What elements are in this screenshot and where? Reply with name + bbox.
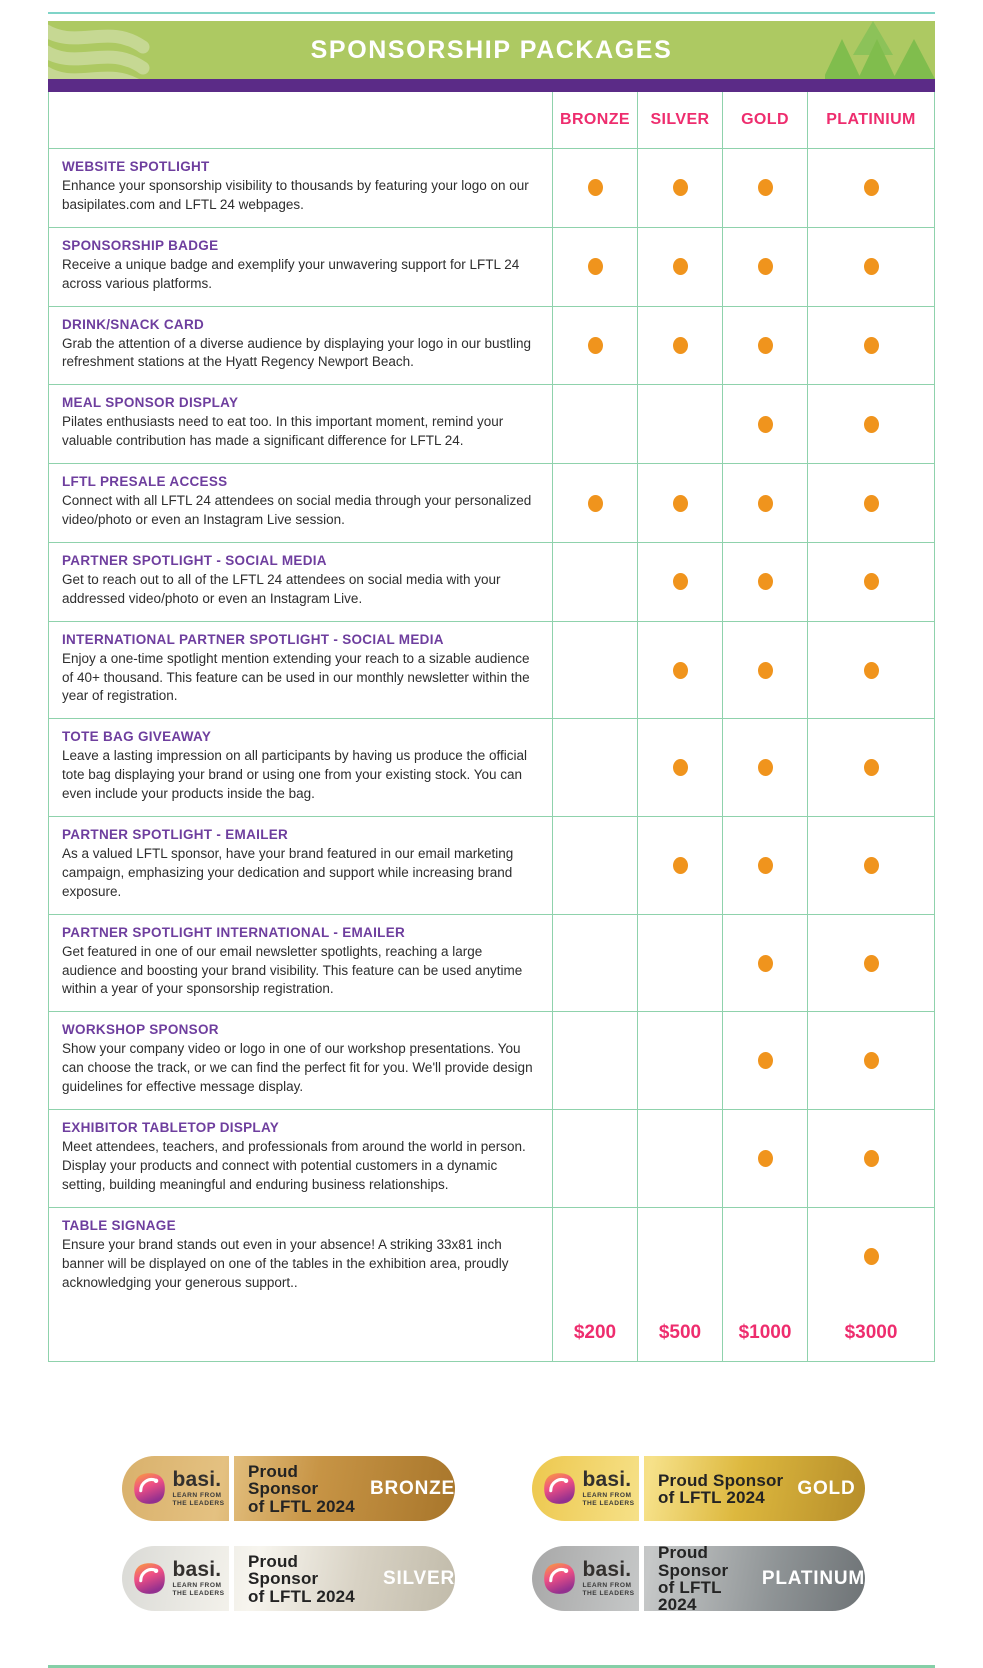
tier-cell-silver bbox=[637, 622, 722, 719]
tier-cell-bronze bbox=[552, 817, 637, 914]
tier-cell-platinium bbox=[807, 622, 934, 719]
feature-title: SPONSORSHIP BADGE bbox=[62, 237, 219, 253]
tier-cell-silver bbox=[637, 1012, 722, 1109]
feature-desc: Pilates enthusiasts need to eat too. In this important moment, remind your valuable contribution has made a significant difference for LFTL 24. bbox=[62, 414, 504, 449]
tree-decoration-icon bbox=[825, 21, 935, 79]
included-dot bbox=[864, 857, 879, 874]
feature-title: INTERNATIONAL PARTNER SPOTLIGHT - SOCIAL MEDIA bbox=[62, 631, 444, 647]
tier-cell-gold bbox=[722, 817, 807, 914]
feature-title: EXHIBITOR TABLETOP DISPLAY bbox=[62, 1120, 280, 1136]
included-dot bbox=[758, 337, 773, 354]
table-row bbox=[49, 1012, 934, 1110]
tier-cell-bronze bbox=[552, 228, 637, 306]
basi-logo bbox=[122, 1546, 234, 1611]
basi-wordmark: basi. bbox=[172, 1467, 222, 1491]
sponsor-badge-silver bbox=[122, 1546, 455, 1611]
feature-desc: As a valued LFTL sponsor, have your brand featured in our email marketing campaign, emphasizing your dedication and support while increasing brand exposure. bbox=[62, 846, 514, 899]
included-dot bbox=[864, 258, 879, 275]
feature-label-cell bbox=[49, 385, 552, 463]
tier-cell-bronze bbox=[552, 149, 637, 227]
basi-logo bbox=[532, 1456, 644, 1521]
table-row bbox=[49, 464, 934, 543]
included-dot bbox=[588, 337, 603, 354]
feature-desc: Enhance your sponsorship visibility to thousands by featuring your logo on our basipilates.com and LFTL 24 webpages. bbox=[62, 178, 529, 212]
feature-title: WEBSITE SPOTLIGHT bbox=[62, 159, 210, 174]
feature-label-cell bbox=[49, 915, 552, 1012]
tier-cell-silver bbox=[637, 719, 722, 816]
packages-table bbox=[48, 92, 935, 1362]
included-dot bbox=[588, 495, 603, 512]
tier-label-platinum: PLATINUM bbox=[761, 1567, 865, 1589]
tier-cell-platinium bbox=[807, 464, 934, 542]
tier-cell-gold bbox=[722, 1208, 807, 1305]
feature-label-cell bbox=[49, 464, 552, 542]
feature-label-cell bbox=[49, 228, 552, 306]
feature-desc: Grab the attention of a diverse audience by displaying your logo in our bustling refreshment stations at the Hyatt Regency Newport Beach. bbox=[62, 335, 532, 370]
table-row bbox=[49, 1110, 934, 1208]
feature-title: WORKSHOP SPONSOR bbox=[62, 1022, 219, 1038]
basi-tagline: LEARN FROM THE LEADERS bbox=[582, 1491, 635, 1508]
banner bbox=[48, 21, 935, 79]
feature-desc: Ensure your brand stands out even in your absence! A striking 33x81 inch banner will be displayed on one of the tables in the exhibition area, proudly acknowledging your generous support.. bbox=[62, 1236, 509, 1290]
feature-label-cell bbox=[49, 1208, 552, 1305]
tier-cell-platinium bbox=[807, 307, 934, 385]
table-row bbox=[49, 915, 934, 1013]
tier-cell-platinium bbox=[807, 915, 934, 1012]
basi-logo-icon bbox=[132, 1561, 167, 1596]
tier-cell-platinium bbox=[807, 1208, 934, 1305]
basi-tagline: LEARN FROM THE LEADERS bbox=[582, 1581, 635, 1598]
included-dot bbox=[673, 857, 688, 874]
basi-wordmark: basi. bbox=[172, 1557, 222, 1581]
table-row bbox=[49, 228, 934, 307]
tier-label-gold: GOLD bbox=[797, 1477, 856, 1499]
feature-desc: Leave a lasting impression on all participants by having us produce the official tote bag displaying your brand or using one from your existing stock. You can even include your products inside the bag. bbox=[62, 748, 528, 802]
feature-label-cell bbox=[49, 149, 552, 227]
feature-title: MEAL SPONSOR DISPLAY bbox=[62, 395, 239, 411]
included-dot bbox=[758, 573, 773, 590]
basi-logo-icon bbox=[542, 1561, 577, 1596]
sponsor-badges bbox=[122, 1456, 865, 1611]
tier-cell-platinium bbox=[807, 817, 934, 914]
included-dot bbox=[864, 1150, 879, 1167]
feature-desc: Connect with all LFTL 24 attendees on social media through your personalized video/photo or even an Instagram Live session. bbox=[62, 493, 532, 528]
sponsor-badge-gold bbox=[532, 1456, 865, 1521]
table-row bbox=[49, 622, 934, 720]
tier-cell-silver bbox=[637, 228, 722, 306]
tier-cell-bronze bbox=[552, 719, 637, 816]
included-dot bbox=[864, 955, 879, 972]
tier-cell-platinium bbox=[807, 149, 934, 227]
tier-cell-platinium bbox=[807, 1012, 934, 1109]
feature-label-cell bbox=[49, 543, 552, 621]
feature-desc: Get featured in one of our email newsletter spotlights, reaching a large audience and boosting your brand visibility. This feature can be used anytime within a year of your sponsorship registration. bbox=[62, 943, 523, 997]
included-dot bbox=[758, 662, 773, 679]
included-dot bbox=[758, 857, 773, 874]
included-dot bbox=[673, 662, 688, 679]
tier-cell-platinium bbox=[807, 719, 934, 816]
feature-label-cell bbox=[49, 1110, 552, 1207]
included-dot bbox=[673, 258, 688, 275]
basi-wordmark: basi. bbox=[582, 1467, 632, 1491]
tier-cell-bronze bbox=[552, 543, 637, 621]
included-dot bbox=[588, 258, 603, 275]
basi-tagline: LEARN FROM THE LEADERS bbox=[172, 1491, 225, 1508]
tier-cell-gold bbox=[722, 385, 807, 463]
included-dot bbox=[864, 1248, 879, 1265]
tier-cell-bronze bbox=[552, 464, 637, 542]
included-dot bbox=[864, 1052, 879, 1069]
purple-divider-bar bbox=[48, 79, 935, 92]
tier-cell-bronze bbox=[552, 915, 637, 1012]
header-empty-cell bbox=[49, 92, 552, 148]
tier-cell-silver bbox=[637, 149, 722, 227]
included-dot bbox=[673, 495, 688, 512]
tier-cell-platinium bbox=[807, 1110, 934, 1207]
wave-decoration-icon bbox=[48, 21, 173, 79]
included-dot bbox=[758, 495, 773, 512]
feature-label-cell bbox=[49, 719, 552, 816]
included-dot bbox=[864, 662, 879, 679]
included-dot bbox=[673, 573, 688, 590]
tier-cell-gold bbox=[722, 1110, 807, 1207]
feature-title: LFTL PRESALE ACCESS bbox=[62, 474, 228, 490]
tier-cell-bronze bbox=[552, 1012, 637, 1109]
tier-cell-bronze bbox=[552, 1208, 637, 1305]
basi-wordmark: basi. bbox=[582, 1557, 632, 1581]
tier-cell-platinium bbox=[807, 385, 934, 463]
tier-cell-silver bbox=[637, 385, 722, 463]
page-title: SPONSORSHIP PACKAGES bbox=[310, 35, 673, 64]
table-row bbox=[49, 719, 934, 817]
proud-sponsor-text: Proud Sponsor of LFTL 2024 bbox=[248, 1551, 355, 1606]
included-dot bbox=[673, 759, 688, 776]
feature-title: DRINK/SNACK CARD bbox=[62, 316, 205, 332]
tier-cell-gold bbox=[722, 307, 807, 385]
included-dot bbox=[864, 573, 879, 590]
tier-cell-gold bbox=[722, 149, 807, 227]
feature-title: PARTNER SPOTLIGHT - SOCIAL MEDIA bbox=[62, 552, 327, 568]
price-bronze: $200 bbox=[552, 1304, 637, 1361]
included-dot bbox=[864, 337, 879, 354]
tier-cell-gold bbox=[722, 228, 807, 306]
feature-label-cell bbox=[49, 622, 552, 719]
table-row bbox=[49, 149, 934, 228]
included-dot bbox=[864, 759, 879, 776]
basi-logo bbox=[532, 1546, 644, 1611]
feature-desc: Show your company video or logo in one of our workshop presentations. You can choose the track, or we can find the perfect fit for you. We'll provide design guidelines for effective message display. bbox=[62, 1041, 533, 1095]
included-dot bbox=[864, 495, 879, 512]
included-dot bbox=[673, 337, 688, 354]
tier-cell-silver bbox=[637, 307, 722, 385]
feature-desc: Enjoy a one-time spotlight mention extending your reach to a sizable audience of 40+ thousand. This feature can be used in our monthly newsletter within the year of registration. bbox=[62, 650, 530, 704]
sponsor-badge-platinum bbox=[532, 1546, 865, 1611]
tier-cell-gold bbox=[722, 719, 807, 816]
included-dot bbox=[758, 1150, 773, 1167]
basi-logo-icon bbox=[542, 1471, 577, 1506]
included-dot bbox=[758, 955, 773, 972]
feature-title: TABLE SIGNAGE bbox=[62, 1217, 176, 1233]
basi-tagline: LEARN FROM THE LEADERS bbox=[172, 1581, 225, 1598]
tier-cell-bronze bbox=[552, 1110, 637, 1207]
price-silver: $500 bbox=[637, 1304, 722, 1361]
feature-title: PARTNER SPOTLIGHT INTERNATIONAL - EMAILER bbox=[62, 924, 406, 940]
included-dot bbox=[673, 179, 688, 196]
table-header-row bbox=[49, 92, 934, 149]
table-row bbox=[49, 385, 934, 464]
included-dot bbox=[588, 179, 603, 196]
included-dot bbox=[864, 416, 879, 433]
included-dot bbox=[758, 759, 773, 776]
price-gold: $1000 bbox=[722, 1304, 807, 1361]
tier-cell-platinium bbox=[807, 543, 934, 621]
tier-cell-silver bbox=[637, 464, 722, 542]
top-edge-rule bbox=[48, 12, 935, 14]
column-header-gold: GOLD bbox=[722, 92, 807, 148]
table-row bbox=[49, 307, 934, 386]
column-header-bronze: BRONZE bbox=[552, 92, 637, 148]
tier-cell-gold bbox=[722, 464, 807, 542]
feature-desc: Meet attendees, teachers, and professionals from around the world in person. Display your products and connect with potential customers in a dynamic setting, building meaningful and enduring business relationships. bbox=[62, 1139, 526, 1192]
basi-logo bbox=[122, 1456, 234, 1521]
table-body bbox=[49, 149, 934, 1304]
price-row bbox=[49, 1304, 934, 1361]
table-row bbox=[49, 817, 934, 915]
tier-cell-silver bbox=[637, 1110, 722, 1207]
included-dot bbox=[758, 1052, 773, 1069]
price-empty-cell bbox=[49, 1304, 552, 1361]
tier-label-silver: SILVER bbox=[382, 1567, 455, 1589]
proud-sponsor-text: Proud Sponsor of LFTL 2024 bbox=[658, 1546, 729, 1612]
tier-cell-silver bbox=[637, 543, 722, 621]
feature-title: PARTNER SPOTLIGHT - EMAILER bbox=[62, 827, 289, 843]
tier-cell-platinium bbox=[807, 228, 934, 306]
tier-cell-bronze bbox=[552, 307, 637, 385]
proud-sponsor-text: Proud Sponsor of LFTL 2024 bbox=[248, 1461, 355, 1516]
included-dot bbox=[758, 258, 773, 275]
feature-label-cell bbox=[49, 1012, 552, 1109]
tier-cell-silver bbox=[637, 915, 722, 1012]
tier-cell-bronze bbox=[552, 622, 637, 719]
included-dot bbox=[758, 416, 773, 433]
table-row bbox=[49, 1208, 934, 1305]
basi-logo-icon bbox=[132, 1471, 167, 1506]
proud-sponsor-text: Proud Sponsor of LFTL 2024 bbox=[658, 1470, 784, 1507]
feature-desc: Receive a unique badge and exemplify your unwavering support for LFTL 24 across various platforms. bbox=[62, 256, 520, 291]
price-platinium: $3000 bbox=[807, 1304, 934, 1361]
tier-cell-bronze bbox=[552, 385, 637, 463]
sponsor-badge-bronze bbox=[122, 1456, 455, 1521]
tier-cell-gold bbox=[722, 1012, 807, 1109]
column-header-silver: SILVER bbox=[637, 92, 722, 148]
tier-cell-gold bbox=[722, 622, 807, 719]
feature-label-cell bbox=[49, 307, 552, 385]
included-dot bbox=[864, 179, 879, 196]
table-row bbox=[49, 543, 934, 622]
tier-label-bronze: BRONZE bbox=[369, 1477, 455, 1499]
tier-cell-gold bbox=[722, 543, 807, 621]
feature-desc: Get to reach out to all of the LFTL 24 attendees on social media with your addressed video/photo or even an Instagram Live. bbox=[62, 571, 501, 606]
included-dot bbox=[758, 179, 773, 196]
column-header-platinium: PLATINIUM bbox=[807, 92, 934, 148]
tier-cell-silver bbox=[637, 817, 722, 914]
tier-cell-silver bbox=[637, 1208, 722, 1305]
feature-label-cell bbox=[49, 817, 552, 914]
feature-title: TOTE BAG GIVEAWAY bbox=[62, 729, 212, 745]
tier-cell-gold bbox=[722, 915, 807, 1012]
